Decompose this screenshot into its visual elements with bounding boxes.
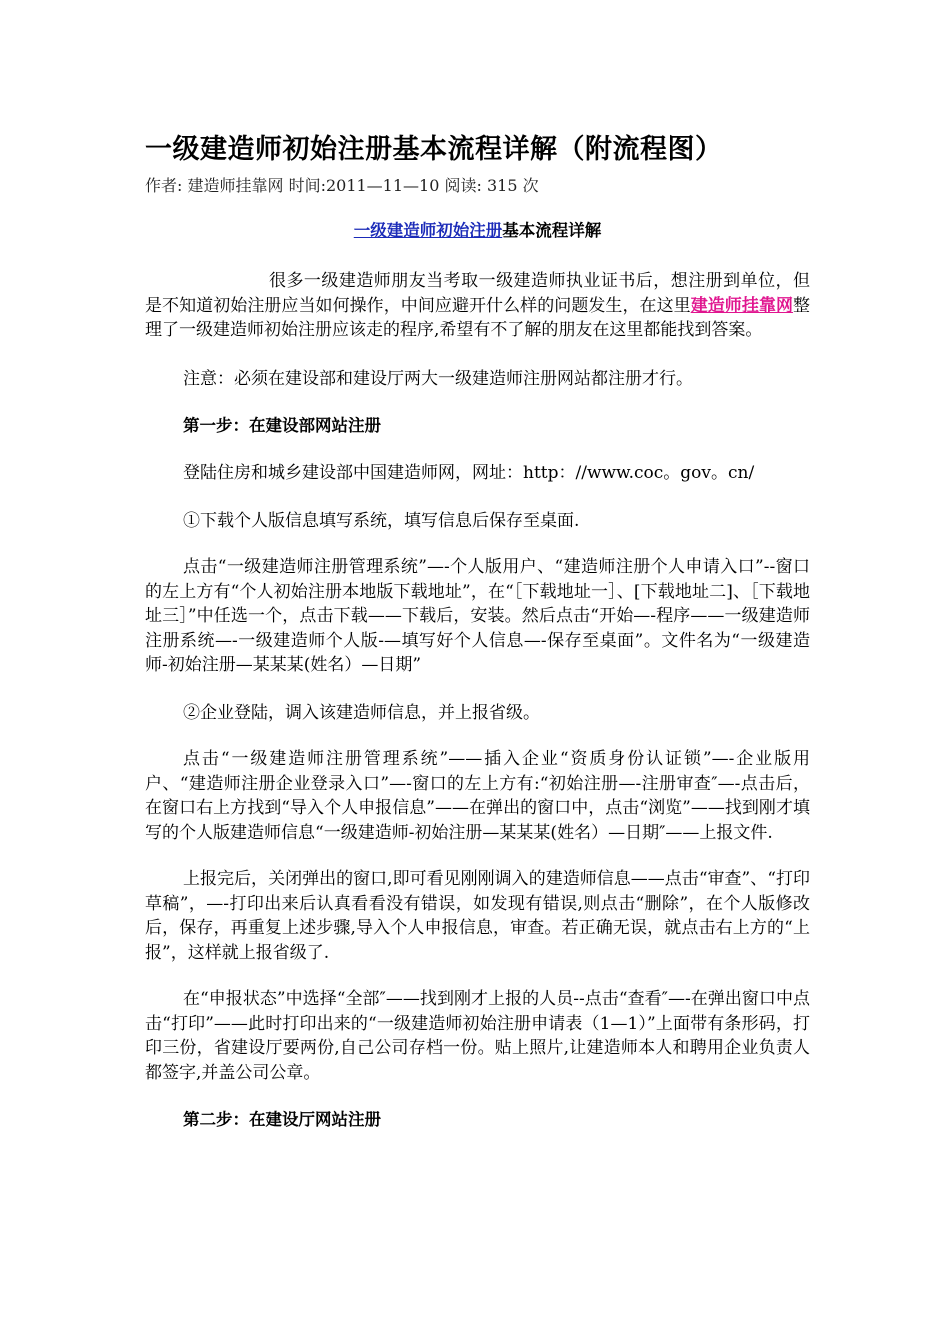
step1-heading: 第一步：在建设部网站注册	[183, 416, 381, 435]
article-title: 一级建造师初始注册基本流程详解（附流程图）	[145, 134, 723, 165]
sub1-body: 点击“一级建造师注册管理系统”—-个人版用户、“建造师注册个人申请入口”--窗口的左上方有“个人初始注册本地版下载地址”，在“［下载地址一］、[下载地址二]、［下载地址三］”中任选一个，点击下载——下载后，安装。然后点击“开始—-程序——一级建造师注册系统—-一级建造师个人版-—填写好个人信息—-保存至桌面”。文件名为“一级建造师-初始注册—某某某(姓名）—日期”	[145, 557, 810, 675]
subtitle-link[interactable]: 一级建造师初始注册	[353, 221, 503, 240]
subtitle-text: 基本流程详解	[502, 221, 602, 240]
sub1-heading: ①下载个人版信息填写系统，填写信息后保存至桌面.	[183, 510, 580, 531]
sub2-body-1: 点击“一级建造师注册管理系统”——插入企业“资质身份认证锁”—-企业版用户、“建造师注册企业登录入口”—-窗口的左上方有:“初始注册—-注册审查″—-点击后，在窗口右上方找到“导入个人申报信息”——在弹出的窗口中，点击“浏览”——找到刚才填写的个人版建造师信息“一级建造师-初始注册—某某某(姓名）—日期″——上报文件.	[145, 749, 810, 843]
article-meta: 作者: 建造师挂靠网 时间:2011—11—10 阅读: 315 次	[145, 176, 539, 195]
notice-paragraph: 注意：必须在建设部和建设厅两大一级建造师注册网站都注册才行。	[183, 368, 693, 389]
document-page	[145, 130, 810, 1132]
sub2-heading: ②企业登陆，调入该建造师信息，并上报省级。	[183, 702, 540, 723]
intro-paragraph	[145, 269, 810, 343]
intro-text-before: 很多一级建造师朋友当考取一级建造师执业证书后，想注册到单位，但是不知道初始注册应当如何操作，中间应避开什么样的问题发生，在这里	[145, 271, 810, 316]
sub2-body-2: 上报完后，关闭弹出的窗口,即可看见刚刚调入的建造师信息——点击“审查”、“打印草稿”，—-打印出来后认真看看没有错误，如发现有错误,则点击“删除”，在个人版修改后，保存，再重复上述步骤,导入个人申报信息，审查。若正确无误，就点击右上方的“上报”，这样就上报省级了.	[145, 869, 810, 963]
site-link[interactable]: 建造师挂靠网	[690, 295, 794, 316]
step2-heading: 第二步：在建设厅网站注册	[183, 1110, 381, 1129]
intro-text-after: 整理了一级建造师初始注册应该走的程序,希望有不了解的朋友在这里都能找到答案。	[145, 295, 811, 340]
sub2-body-3: 在“申报状态”中选择“全部″——找到刚才上报的人员--点击“查看″—-在弹出窗口中点击“打印”——此时打印出来的“一级建造师初始注册申请表（1—1）”上面带有条形码，打印三份，省建设厅要两份,自己公司存档一份。贴上照片,让建造师本人和聘用企业负责人都签字,并盖公司公章。	[145, 989, 810, 1083]
article-subtitle	[145, 218, 810, 244]
step1-login-paragraph: 登陆住房和城乡建设部中国建造师网，网址：http：//www.coc。gov。cn/	[183, 463, 755, 483]
